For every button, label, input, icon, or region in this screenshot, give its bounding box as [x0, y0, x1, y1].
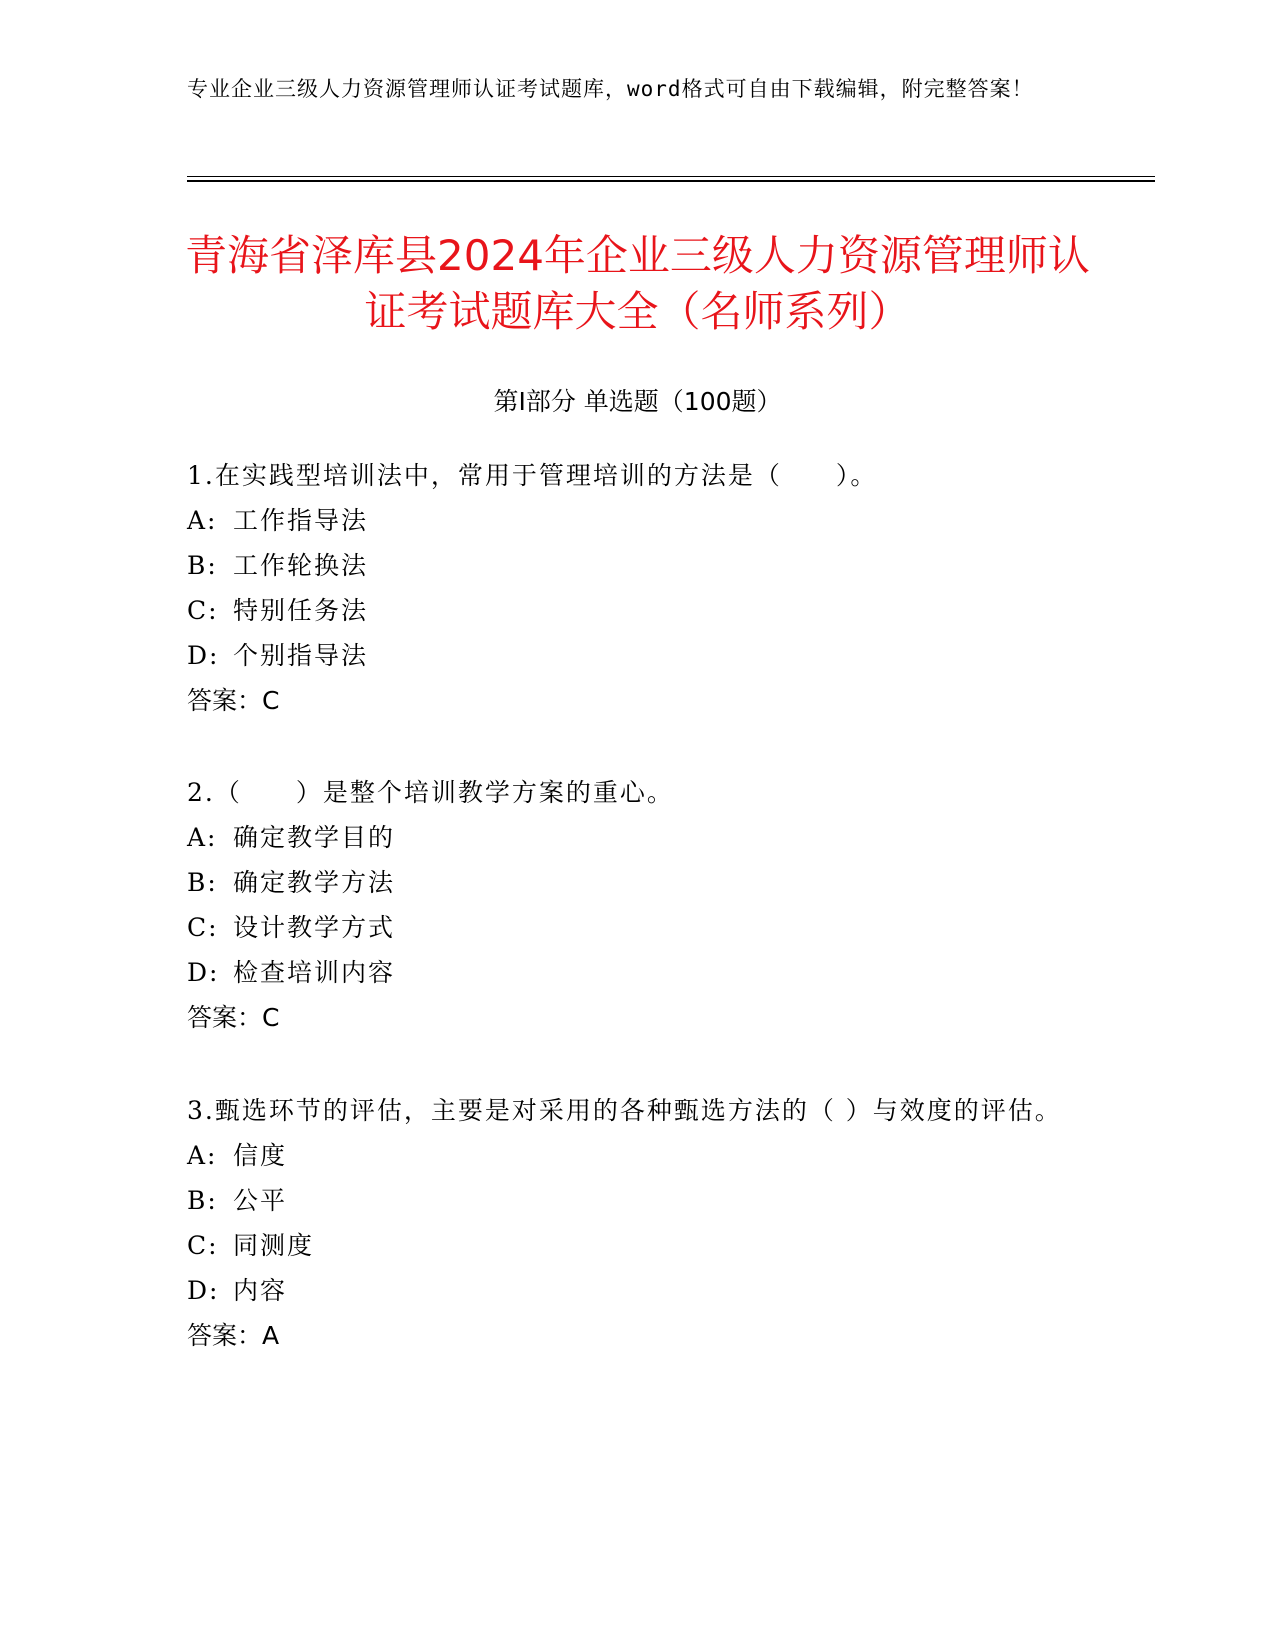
option-text: 个别指导法 — [233, 641, 369, 670]
header-note: 专业企业三级人力资源管理师认证考试题库，word格式可自由下载编辑，附完整答案！ — [187, 77, 1034, 101]
answer: 答案：A — [187, 1321, 280, 1350]
option-letter: A: — [187, 823, 218, 852]
option-letter: B: — [187, 1186, 218, 1215]
section-heading: 第Ⅰ部分 单选题（100题） — [493, 387, 782, 416]
question-2 — [187, 770, 1087, 1040]
option-a — [187, 815, 1087, 860]
option-letter: B: — [187, 551, 218, 580]
option-letter: D: — [187, 1276, 220, 1305]
option-a — [187, 498, 1087, 543]
option-letter: D: — [187, 641, 220, 670]
question-stem: 3.甄选环节的评估，主要是对采用的各种甄选方法的（ ）与效度的评估。 — [187, 1096, 1062, 1125]
option-b — [187, 543, 1087, 588]
option-d — [187, 633, 1087, 678]
question-stem: 1.在实践型培训法中，常用于管理培训的方法是（ ）。 — [187, 461, 878, 490]
option-text: 公平 — [233, 1186, 288, 1215]
option-c — [187, 905, 1087, 950]
option-d — [187, 950, 1087, 995]
option-letter: A: — [187, 1141, 218, 1170]
option-text: 确定教学目的 — [233, 823, 396, 852]
option-text: 特别任务法 — [233, 596, 369, 625]
option-c — [187, 588, 1087, 633]
option-text: 工作轮换法 — [233, 551, 369, 580]
option-text: 内容 — [233, 1276, 288, 1305]
question-3 — [187, 1088, 1087, 1358]
option-b — [187, 860, 1087, 905]
answer: 答案：C — [187, 1003, 280, 1032]
option-text: 确定教学方法 — [233, 868, 396, 897]
option-letter: B: — [187, 868, 218, 897]
option-letter: D: — [187, 958, 220, 987]
document-title: 青海省泽库县2024年企业三级人力资源管理师认证考试题库大全（名师系列） — [185, 231, 1090, 336]
option-b — [187, 1178, 1087, 1223]
header-divider-thin — [187, 176, 1155, 177]
option-text: 工作指导法 — [233, 506, 369, 535]
option-letter: A: — [187, 506, 218, 535]
answer: 答案：C — [187, 686, 280, 715]
option-c — [187, 1223, 1087, 1268]
option-text: 信度 — [233, 1141, 288, 1170]
option-text: 设计教学方式 — [233, 913, 396, 942]
question-1 — [187, 453, 1087, 723]
question-stem: 2.（ ）是整个培训教学方案的重心。 — [187, 778, 674, 807]
header-divider-thick — [187, 180, 1155, 182]
option-text: 同测度 — [233, 1231, 315, 1260]
option-a — [187, 1133, 1087, 1178]
option-text: 检查培训内容 — [233, 958, 396, 987]
option-letter: C: — [187, 1231, 219, 1260]
option-d — [187, 1268, 1087, 1313]
option-letter: C: — [187, 913, 219, 942]
option-letter: C: — [187, 596, 219, 625]
